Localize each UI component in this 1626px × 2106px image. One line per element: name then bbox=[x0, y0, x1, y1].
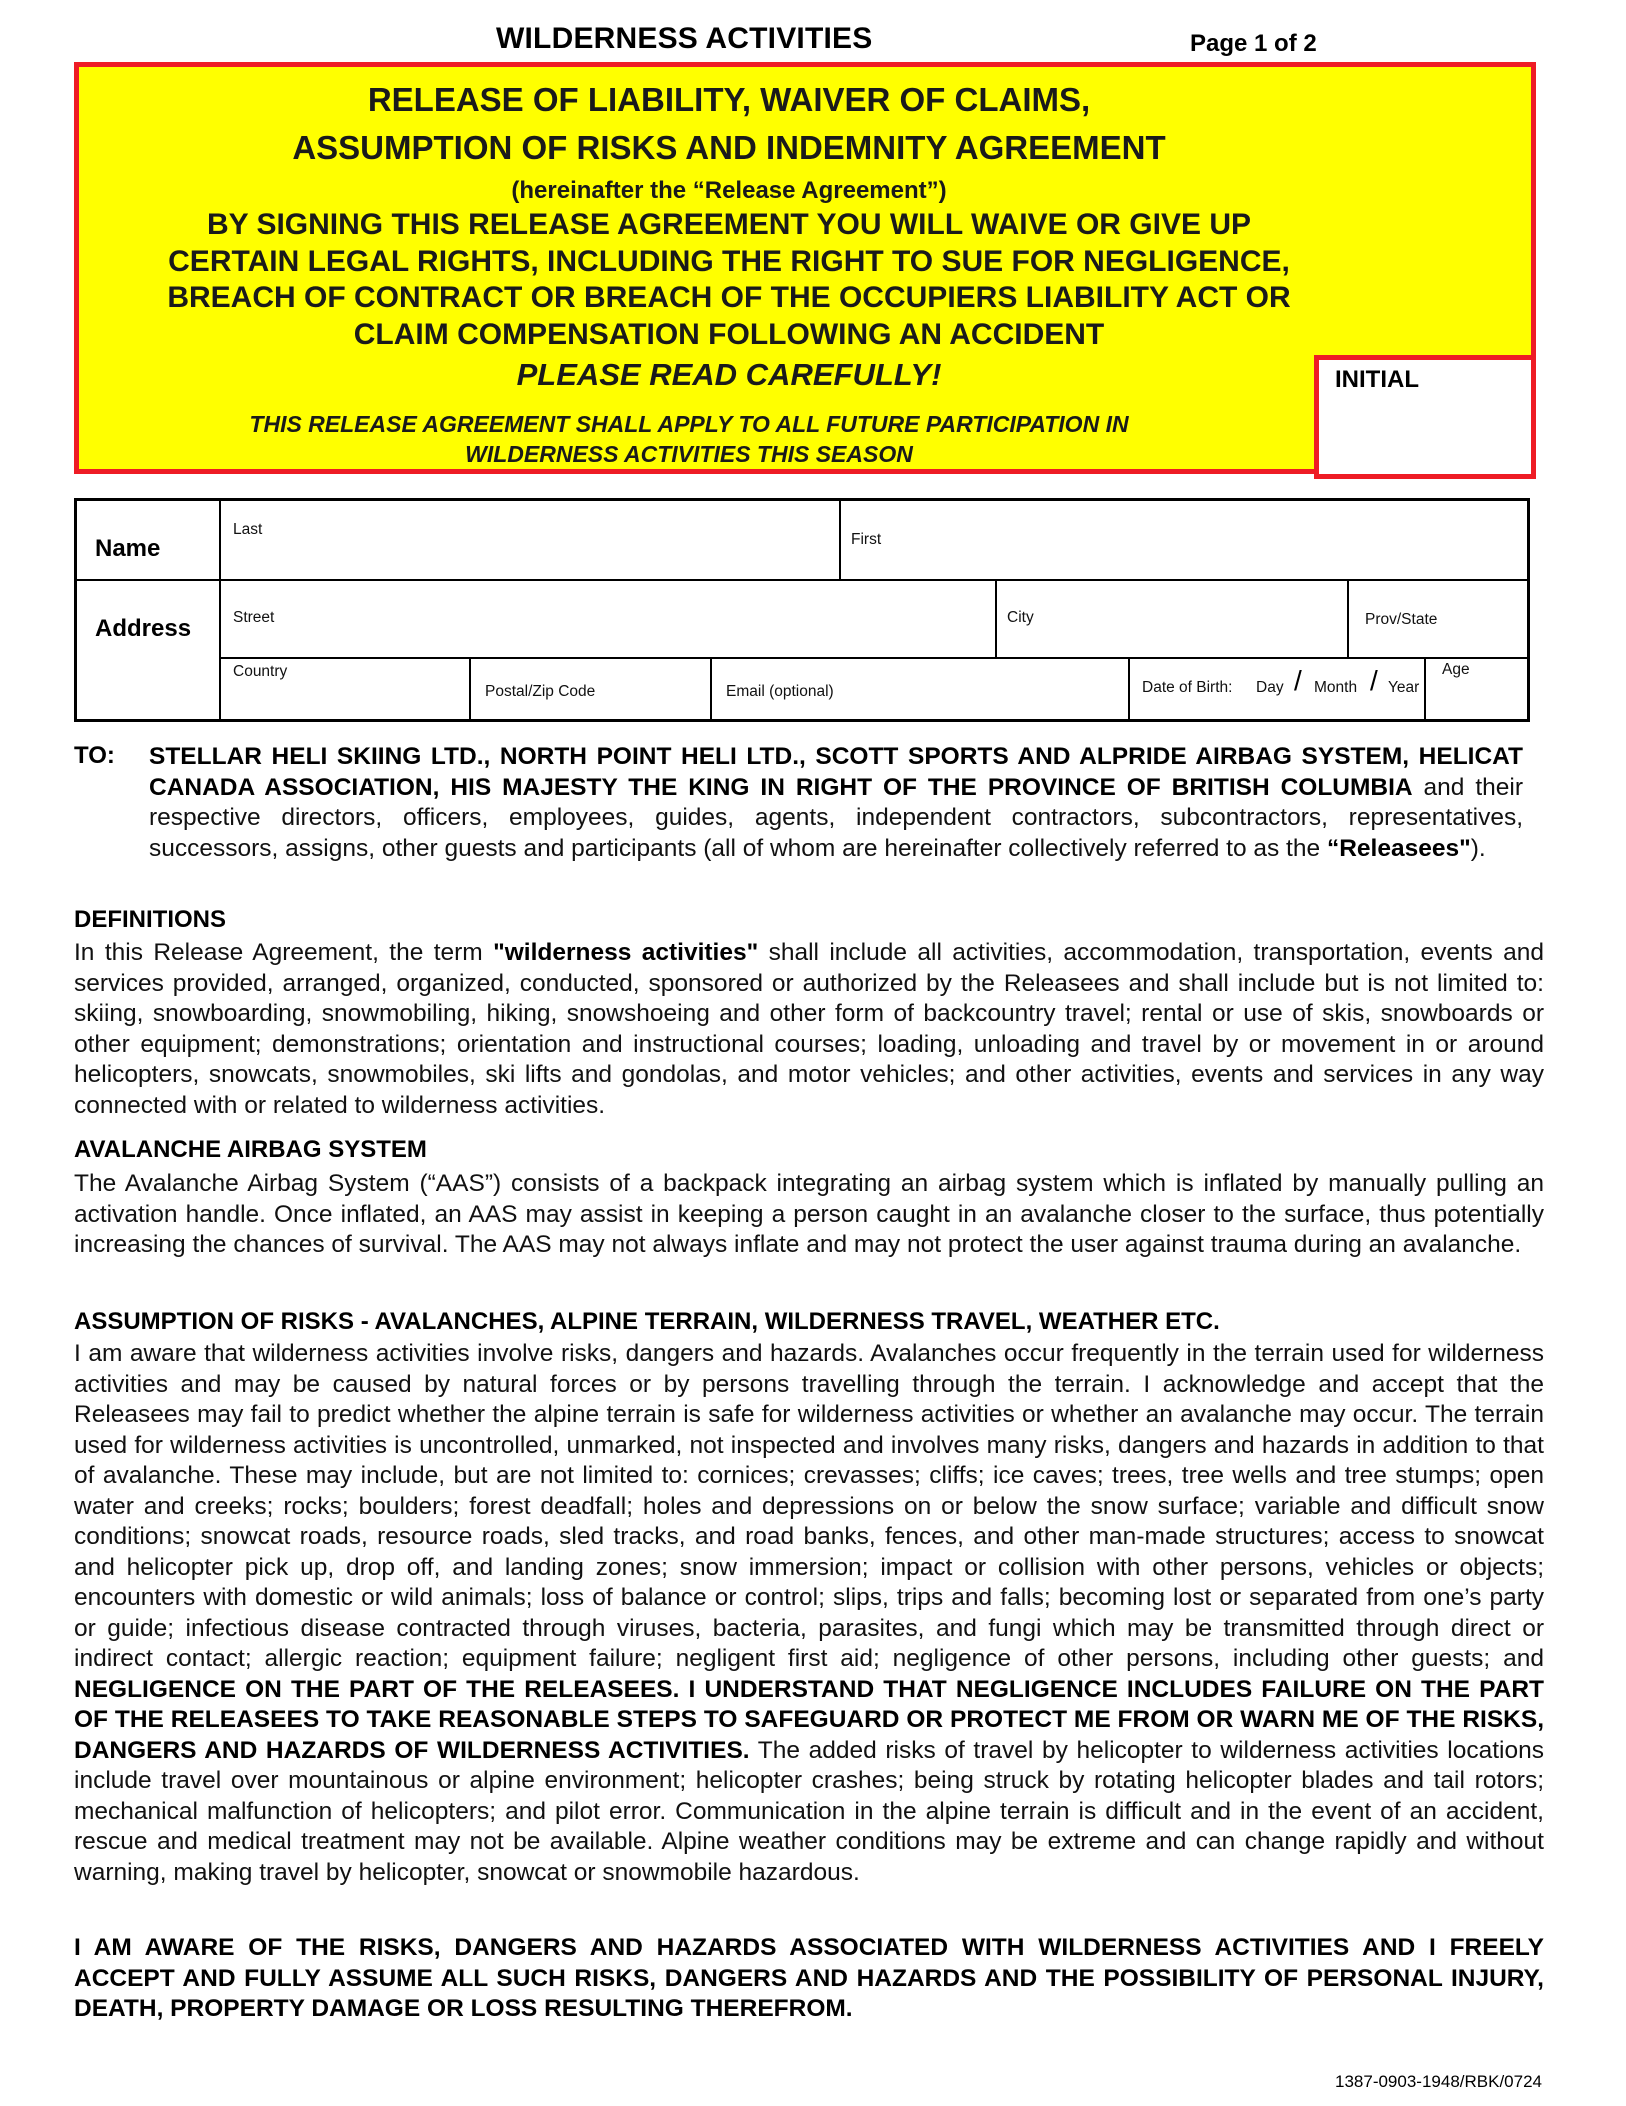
city-field[interactable] bbox=[997, 581, 1347, 657]
age-field[interactable] bbox=[1426, 659, 1527, 719]
releasees-end: ). bbox=[1470, 834, 1486, 862]
dob-separator: / bbox=[1370, 665, 1378, 696]
first-name-label: First bbox=[851, 531, 882, 548]
country-label: Country bbox=[233, 663, 288, 680]
release-title-line-1: RELEASE OF LIABILITY, WAIVER OF CLAIMS, bbox=[367, 81, 1091, 118]
address-row-label: Address bbox=[95, 615, 192, 642]
assumption-paragraph bbox=[74, 1339, 1544, 1888]
street-label: Street bbox=[233, 609, 275, 626]
postal-code-label: Postal/Zip Code bbox=[485, 683, 596, 700]
assumption-text: The added risks of travel by helicopter to wilderness activities locations include travel over mountainous or alpine environment; helicopter crashes; being struck by rotating helicopter blades and tail rotors; mechanical malfunction of helicopters; and pilot error. Communication in the alpine terrain is difficult and in the event of an accident, rescue and medical treatment may not be available. Alpine weather conditions may be extreme and can change rapidly and without warning, making travel by helicopter, snowcat or snowmobile hazardous. bbox=[74, 1736, 1544, 1886]
page-number: Page 1 of 2 bbox=[1190, 30, 1317, 57]
initial-field[interactable] bbox=[1314, 355, 1536, 479]
acceptance-statement: I AM AWARE OF THE RISKS, DANGERS AND HAZARDS ASSOCIATED WITH WILDERNESS ACTIVITIES AND I FREELY ACCEPT AND FULLY ASSUME ALL SUCH RISKS, DANGERS AND HAZARDS AND THE POSSIBILITY OF PERSONAL INJURY, DEATH, PROPERTY DAMAGE OR LOSS RESULTING THEREFROM. bbox=[74, 1934, 1544, 2022]
age-label: Age bbox=[1442, 661, 1470, 678]
document-title: WILDERNESS ACTIVITIES bbox=[496, 22, 873, 55]
definitions-paragraph bbox=[74, 938, 1544, 1121]
street-field[interactable] bbox=[221, 581, 995, 657]
name-row-label: Name bbox=[95, 535, 161, 562]
country-field[interactable] bbox=[221, 659, 469, 719]
last-name-field[interactable] bbox=[221, 501, 839, 579]
aas-heading: AVALANCHE AIRBAG SYSTEM bbox=[74, 1136, 427, 1163]
aas-paragraph: The Avalanche Airbag System (“AAS”) consists of a backpack integrating an airbag system which is inflated by manually pulling an activation handle. Once inflated, an AAS may assist in keeping a person caught in an avalanche closer to the surface, thus potentially increasing the chances of survival. The AAS may not always inflate and may not protect the user against trauma during an avalanche. bbox=[74, 1170, 1544, 1258]
document-code: 1387-0903-1948/RBK/0724 bbox=[1335, 2072, 1542, 2091]
participant-info-form bbox=[74, 498, 1530, 722]
dob-month-label: Month bbox=[1314, 679, 1358, 696]
negligence-statement: NEGLIGENCE ON THE PART OF THE RELEASEES. I UNDERSTAND THAT NEGLIGENCE INCLUDES FAILURE ON THE PART OF THE RELEASEES TO TAKE REASONABLE STEPS TO SAFEGUARD OR PROTECT ME FROM OR WARN ME OF THE RISKS, DANGERS AND HAZARDS OF WILDERNESS ACTIVITIES. bbox=[74, 1675, 1544, 1764]
season-apply-notice: THIS RELEASE AGREEMENT SHALL APPLY TO ALL FUTURE PARTICIPATION IN WILDERNESS ACTIVITIES THIS SEASON bbox=[249, 411, 1129, 467]
assumption-heading: ASSUMPTION OF RISKS - AVALANCHES, ALPINE TERRAIN, WILDERNESS TRAVEL, WEATHER ETC. bbox=[74, 1308, 1220, 1335]
city-label: City bbox=[1007, 609, 1034, 626]
dob-day-label: Day bbox=[1256, 679, 1284, 696]
assumption-text: I am aware that wilderness activities involve risks, dangers and hazards. Avalanches occur frequently in the terrain used for wilderness activities and may be caused by natural forces or by persons travelling through the terrain. I acknowledge and accept that the Releasees may fail to predict whether the alpine terrain is safe for wilderness activities or whether an avalanche may occur. The terrain used for wilderness activities is uncontrolled, unmarked, not inspected and involves many risks, dangers and hazards in addition to that of avalanche. These may include, but are not limited to: cornices; crevasses; cliffs; ice caves; trees, tree wells and tree stumps; open water and creeks; rocks; boulders; forest deadfall; holes and depressions on or below the snow surface; variable and difficult snow conditions; snowcat roads, resource roads, sled tracks, and road banks, fences, and other man-made structures; access to snowcat and helicopter pick up, drop off, and landing zones; snow immersion; impact or collision with other persons, vehicles or objects; encounters with domestic or wild animals; loss of balance or control; slips, trips and falls; becoming lost or separated from one’s party or guide; infectious disease contracted through viruses, bacteria, parasites, and fungi which may be transmitted through direct or indirect contact; allergic reaction; equipment failure; negligent first aid; negligence of other persons, including other guests; and bbox=[74, 1340, 1544, 1672]
dob-label: Date of Birth: bbox=[1142, 679, 1233, 696]
releasees-term: “Releasees" bbox=[1326, 834, 1471, 862]
prov-state-field[interactable] bbox=[1349, 581, 1527, 657]
read-carefully-notice: PLEASE READ CAREFULLY! bbox=[516, 357, 942, 392]
waiver-warning-text: BY SIGNING THIS RELEASE AGREEMENT YOU WILL WAIVE OR GIVE UP CERTAIN LEGAL RIGHTS, INCLUDING THE RIGHT TO SUE FOR NEGLIGENCE, BREACH OF CONTRACT OR BREACH OF THE OCCUPIERS LIABILITY ACT OR CLAIM COMPENSATION FOLLOWING AN ACCIDENT bbox=[167, 208, 1291, 351]
definitions-heading: DEFINITIONS bbox=[74, 906, 227, 933]
release-subtitle: (hereinafter the “Release Agreement”) bbox=[511, 177, 947, 204]
definitions-text: shall include all activities, accommodation, transportation, events and services provided, arranged, organized, conducted, sponsored or authorized by the Releasees and shall include but is not limited to: skiing, snowboarding, snowmobiling, hiking, snowshoeing and other form of backcountry travel; rental or use of skis, snowboards or other equipment; demonstrations; orientation and instructional courses; loading, unloading and travel by or movement in or around helicopters, snowcats, snowmobiles, ski lifts and gondolas, and motor vehicles; and other activities, events and services in any way connected with or related to wilderness activities. bbox=[74, 939, 1544, 1119]
releasees-names: STELLAR HELI SKIING LTD., NORTH POINT HELI LTD., SCOTT SPORTS AND ALPRIDE AIRBAG SYSTEM, HELICAT CANADA ASSOCIATION, HIS MAJESTY THE KING IN RIGHT OF THE PROVINCE OF BRITISH COLUMBIA bbox=[149, 743, 1523, 801]
email-label: Email (optional) bbox=[726, 683, 834, 700]
definitions-text: In this Release Agreement, the term bbox=[74, 939, 494, 966]
prov-state-label: Prov/State bbox=[1365, 611, 1438, 628]
postal-code-field[interactable] bbox=[471, 659, 710, 719]
email-field[interactable] bbox=[712, 659, 1128, 719]
initial-label: INITIAL bbox=[1335, 366, 1419, 393]
release-warning-box bbox=[74, 62, 1536, 474]
releasees-text: and their respective directors, officers, employees, guides, agents, independent contractors, subcontractors, representatives, successors, assigns, other guests and participants (all of whom are hereinafter collectively referred to as the bbox=[149, 773, 1523, 862]
date-of-birth-field[interactable] bbox=[1130, 659, 1424, 719]
first-name-field[interactable] bbox=[841, 501, 1527, 579]
releasees-paragraph bbox=[149, 742, 1523, 864]
dob-separator: / bbox=[1294, 665, 1302, 696]
definitions-term: "wilderness activities" bbox=[493, 939, 759, 966]
dob-year-label: Year bbox=[1388, 679, 1420, 696]
release-title-line-2: ASSUMPTION OF RISKS AND INDEMNITY AGREEMENT bbox=[292, 129, 1166, 166]
last-name-label: Last bbox=[233, 521, 263, 538]
to-label: TO: bbox=[74, 742, 115, 769]
